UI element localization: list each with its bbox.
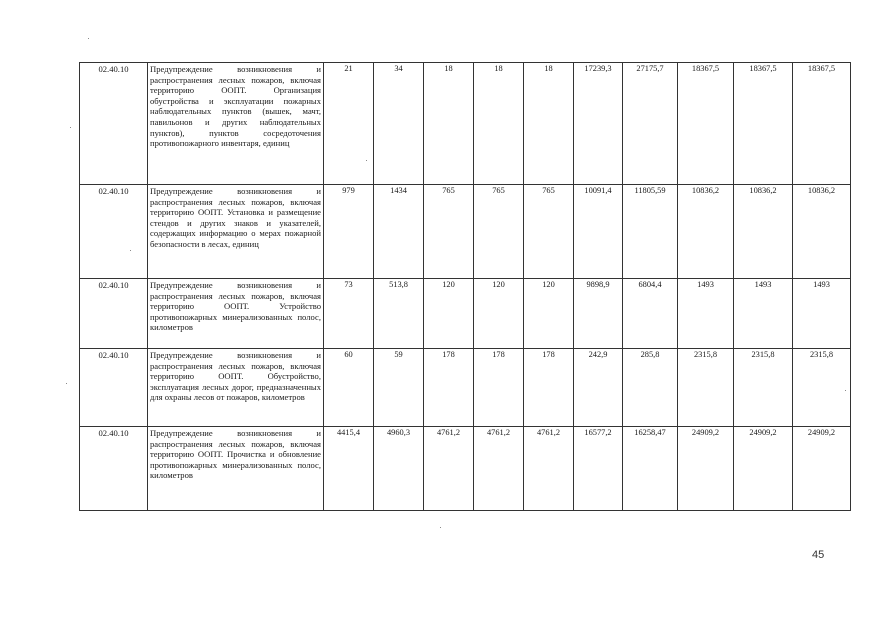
row-value: 2315,8	[734, 349, 793, 427]
row-value: 178	[524, 349, 574, 427]
row-value: 18367,5	[734, 63, 793, 185]
row-value: 120	[474, 279, 524, 349]
row-description: Предупреждение возникновения и распространения лесных пожаров, включая территорию ООПТ. Установка и размещение стендов и других знаков и указателей, содержащих информацию о мерах пожарной безопасности в лесах, единиц	[148, 185, 324, 279]
row-value: 11805,59	[623, 185, 678, 279]
row-code: 02.40.10	[80, 185, 148, 279]
page-number: 45	[812, 549, 825, 561]
table-row	[80, 185, 851, 279]
forest-fire-measures-table	[79, 62, 851, 511]
row-value: 4761,2	[474, 427, 524, 511]
row-value: 120	[524, 279, 574, 349]
row-value: 765	[474, 185, 524, 279]
row-value: 178	[474, 349, 524, 427]
row-code: 02.40.10	[80, 63, 148, 185]
table-row	[80, 349, 851, 427]
row-value: 4960,3	[374, 427, 424, 511]
row-value: 4761,2	[524, 427, 574, 511]
row-value: 9898,9	[574, 279, 623, 349]
row-value: 24909,2	[734, 427, 793, 511]
row-description: Предупреждение возникновения и распространения лесных пожаров, включая территорию ООПТ. Прочистка и обновление противопожарных минерализованных полос, километров	[148, 427, 324, 511]
row-value: 120	[424, 279, 474, 349]
row-value: 27175,7	[623, 63, 678, 185]
row-value: 178	[424, 349, 474, 427]
row-value: 1493	[793, 279, 851, 349]
row-value: 18367,5	[793, 63, 851, 185]
row-value: 73	[324, 279, 374, 349]
row-value: 1493	[734, 279, 793, 349]
row-value: 10836,2	[678, 185, 734, 279]
scan-speck	[88, 38, 89, 39]
row-description: Предупреждение возникновения и распространения лесных пожаров, включая территорию ООПТ. Устройство противопожарных минерализованных полос, километров	[148, 279, 324, 349]
table-row	[80, 63, 851, 185]
row-value: 17239,3	[574, 63, 623, 185]
row-value: 10836,2	[734, 185, 793, 279]
scan-speck	[366, 160, 367, 161]
table-row	[80, 279, 851, 349]
row-value: 34	[374, 63, 424, 185]
row-value: 18	[524, 63, 574, 185]
row-value: 765	[524, 185, 574, 279]
row-value: 16577,2	[574, 427, 623, 511]
scan-speck	[70, 127, 71, 128]
row-value: 18	[424, 63, 474, 185]
scan-speck	[130, 250, 131, 251]
scan-speck	[66, 383, 67, 384]
table-row	[80, 427, 851, 511]
row-code: 02.40.10	[80, 279, 148, 349]
row-description: Предупреждение возникновения и распространения лесных пожаров, включая территорию ООПТ. Обустройство, эксплуатация лесных дорог, предназначенных для охраны лесов от пожаров, километров	[148, 349, 324, 427]
row-value: 18367,5	[678, 63, 734, 185]
row-value: 10836,2	[793, 185, 851, 279]
row-value: 979	[324, 185, 374, 279]
row-value: 60	[324, 349, 374, 427]
row-description: Предупреждение возникновения и распространения лесных пожаров, включая территорию ООПТ. Организация обустройства и эксплуатации пожарных наблюдательных пунктов (вышек, мачт, павильонов и других наблюдательных пунктов), пунктов сосредоточения противопожарного инвентаря, единиц	[148, 63, 324, 185]
row-value: 513,8	[374, 279, 424, 349]
row-value: 24909,2	[678, 427, 734, 511]
row-value: 6804,4	[623, 279, 678, 349]
row-value: 16258,47	[623, 427, 678, 511]
row-value: 4415,4	[324, 427, 374, 511]
row-value: 4761,2	[424, 427, 474, 511]
row-value: 285,8	[623, 349, 678, 427]
row-value: 24909,2	[793, 427, 851, 511]
scan-speck	[440, 527, 441, 528]
row-value: 10091,4	[574, 185, 623, 279]
row-code: 02.40.10	[80, 349, 148, 427]
row-value: 18	[474, 63, 524, 185]
row-value: 21	[324, 63, 374, 185]
row-value: 59	[374, 349, 424, 427]
row-value: 1493	[678, 279, 734, 349]
table-body	[80, 63, 851, 511]
row-value: 2315,8	[678, 349, 734, 427]
scan-speck	[845, 390, 846, 391]
row-value: 242,9	[574, 349, 623, 427]
row-value: 765	[424, 185, 474, 279]
row-value: 2315,8	[793, 349, 851, 427]
row-value: 1434	[374, 185, 424, 279]
row-code: 02.40.10	[80, 427, 148, 511]
